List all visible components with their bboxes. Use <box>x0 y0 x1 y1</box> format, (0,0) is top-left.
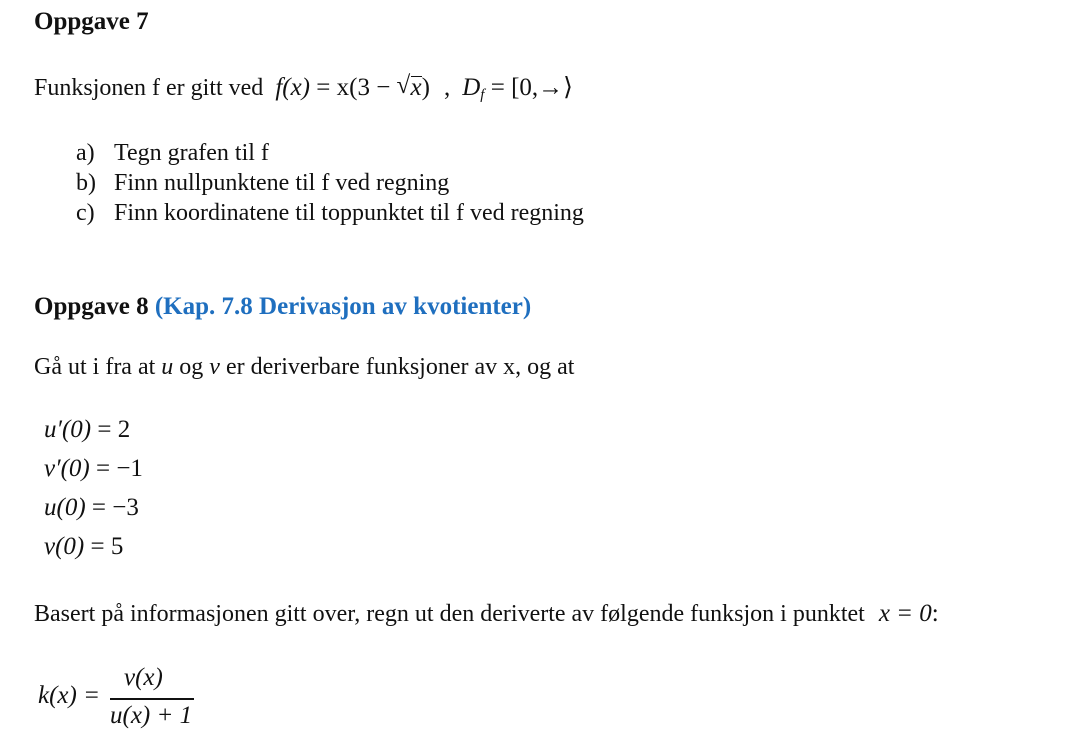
k-lhs: k(x) = <box>38 682 100 709</box>
given-u: u(0) = −3 <box>44 494 139 521</box>
domain-interval: = [0,→⟩ <box>484 74 573 101</box>
task8-intro: Gå ut i fra at u og v er deriverbare funksjoner av x, og at <box>34 354 575 380</box>
given-v-prime: v′(0) = −1 <box>44 455 143 482</box>
given-u-prime: u′(0) = 2 <box>44 416 131 443</box>
k-numerator: v(x) <box>124 664 163 691</box>
fraction-bar <box>110 698 194 700</box>
sqrt-argument: x <box>410 74 422 101</box>
var-u: u <box>161 354 174 380</box>
task8-question: Basert på informasjonen gitt over, regn ut den deriverte av følgende funksjon i punktet x = 0: <box>34 600 939 627</box>
sqrt-expression <box>397 74 422 102</box>
task8-heading: Oppgave 8 <box>34 293 149 320</box>
domain-symbol: D <box>462 74 481 101</box>
k-denominator: u(x) + 1 <box>110 702 193 729</box>
var-v: v <box>209 354 220 380</box>
function-expression: = x(3 − <box>310 74 397 101</box>
evaluation-point: x = 0 <box>878 600 932 627</box>
close-paren: ) <box>421 74 430 101</box>
task8-heading-row <box>34 293 531 321</box>
list-item: a) Tegn grafen til f <box>76 140 269 166</box>
comma: , <box>443 74 451 101</box>
domain-subscript: f <box>480 87 485 104</box>
given-v: v(0) = 5 <box>44 533 124 560</box>
task7-heading: Oppgave 7 <box>34 8 149 35</box>
task7-intro: Funksjonen f er gitt ved <box>34 75 264 101</box>
task8-chapter: (Kap. 7.8 Derivasjon av kvotienter) <box>154 293 532 320</box>
function-f: f(x) <box>275 74 311 101</box>
list-item: b) Finn nullpunktene til f ved regning <box>76 170 450 196</box>
task7-definition <box>34 72 573 104</box>
list-item: c) Finn koordinatene til toppunktet til f ved regning <box>76 200 584 226</box>
sqrt-sign: √ <box>396 72 411 99</box>
